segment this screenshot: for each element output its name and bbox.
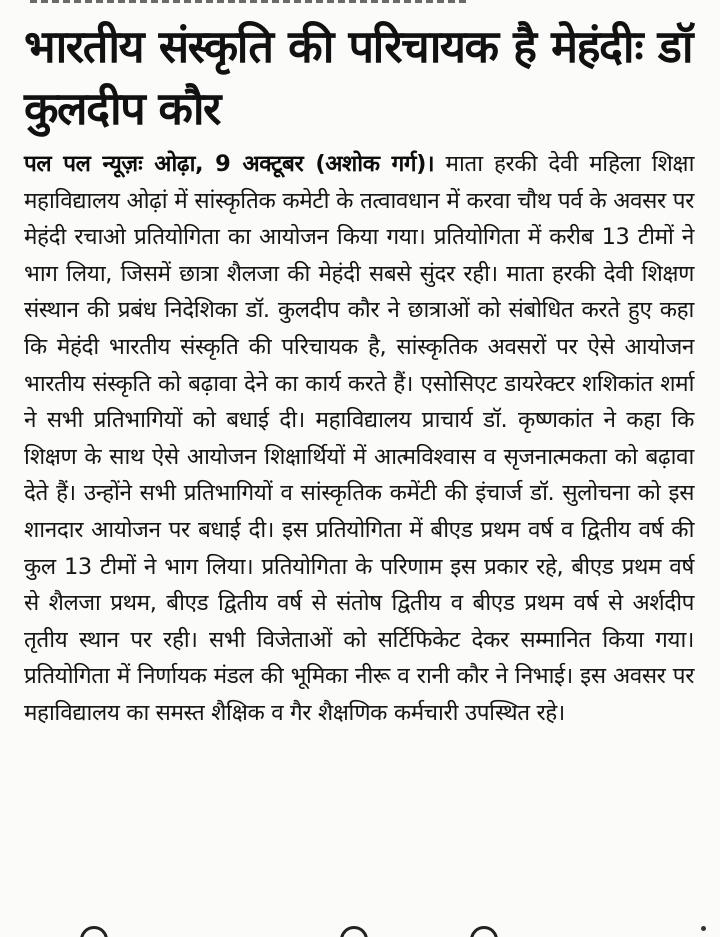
article-headline: भारतीय संस्कृति की परिचायक है मेहंदीः डॉ कुलदीप कौर [24, 20, 692, 135]
article-body [24, 146, 694, 732]
article-body-text: माता हरकी देवी महिला शिक्षा महाविद्यालय ओढ़ां में सांस्कृतिक कमेटी के तत्वावधान में करवा चौथ पर्व के अवसर पर मेहंदी रचाओ प्रतियोगिता का आयोजन किया गया। प्रतियोगिता में करीब 13 टीमों ने भाग लिया, जिसमें छात्रा शैलजा की मेहंदी सबसे सुंदर रही। माता हरकी देवी शिक्षण संस्थान की प्रबंध निदेशिका डॉ. कुलदीप कौर ने छात्राओं को संबोधित करते हुए कहा कि मेहंदी भारतीय संस्कृति की परिचायक है, सांस्कृतिक अवसरों पर ऐसे आयोजन भारतीय संस्कृति को बढ़ावा देने का कार्य करते हैं। एसोसिएट डायरेक्टर शशिकांत शर्मा ने सभी प्रतिभागियों को बधाई दी। महाविद्यालय प्राचार्य डॉ. कृष्णकांत ने कहा कि शिक्षण के साथ ऐसे आयोजन शिक्षार्थियों में आत्मविश्वास व सृजनात्मकता को बढ़ावा देते हैं। उन्होंने सभी प्रतिभागियों व सांस्कृतिक कमेंटी की इंचार्ज डॉ. सुलोचना को इस शानदार आयोजन पर बधाई दी। इस प्रतियोगिता में बीएड प्रथम वर्ष व द्वितीय वर्ष की कुल 13 टीमों ने भाग लिया। प्रतियोगिता के परिणाम इस प्रकार रहे, बीएड प्रथम वर्ष से शैलजा प्रथम, बीएड द्वितीय वर्ष से संतोष द्वितीय व बीएड प्रथम वर्ष से अर्शदीप तृतीय स्थान पर रही। सभी विजेताओं को सर्टिफिकेट देकर सम्मानित किया गया। प्रतियोगिता में निर्णायक मंडल की भूमिका नीरू व रानी कौर ने निभाई। इस अवसर पर महाविद्यालय का समस्त शैक्षिक व गैर शैक्षणिक कर्मचारी उपस्थित रहे। [24, 151, 694, 726]
cropped-glyph-fragment [80, 926, 108, 937]
cropped-glyph-fragment [470, 926, 498, 937]
cropped-glyph-fragment [340, 926, 368, 937]
cropped-next-headline [80, 926, 500, 937]
top-divider [30, 0, 470, 3]
article-dateline: पल पल न्यूज़ः ओढ़ा, 9 अक्टूबर (अशोक गर्ग)। [24, 151, 435, 177]
edge-dot [701, 926, 706, 931]
